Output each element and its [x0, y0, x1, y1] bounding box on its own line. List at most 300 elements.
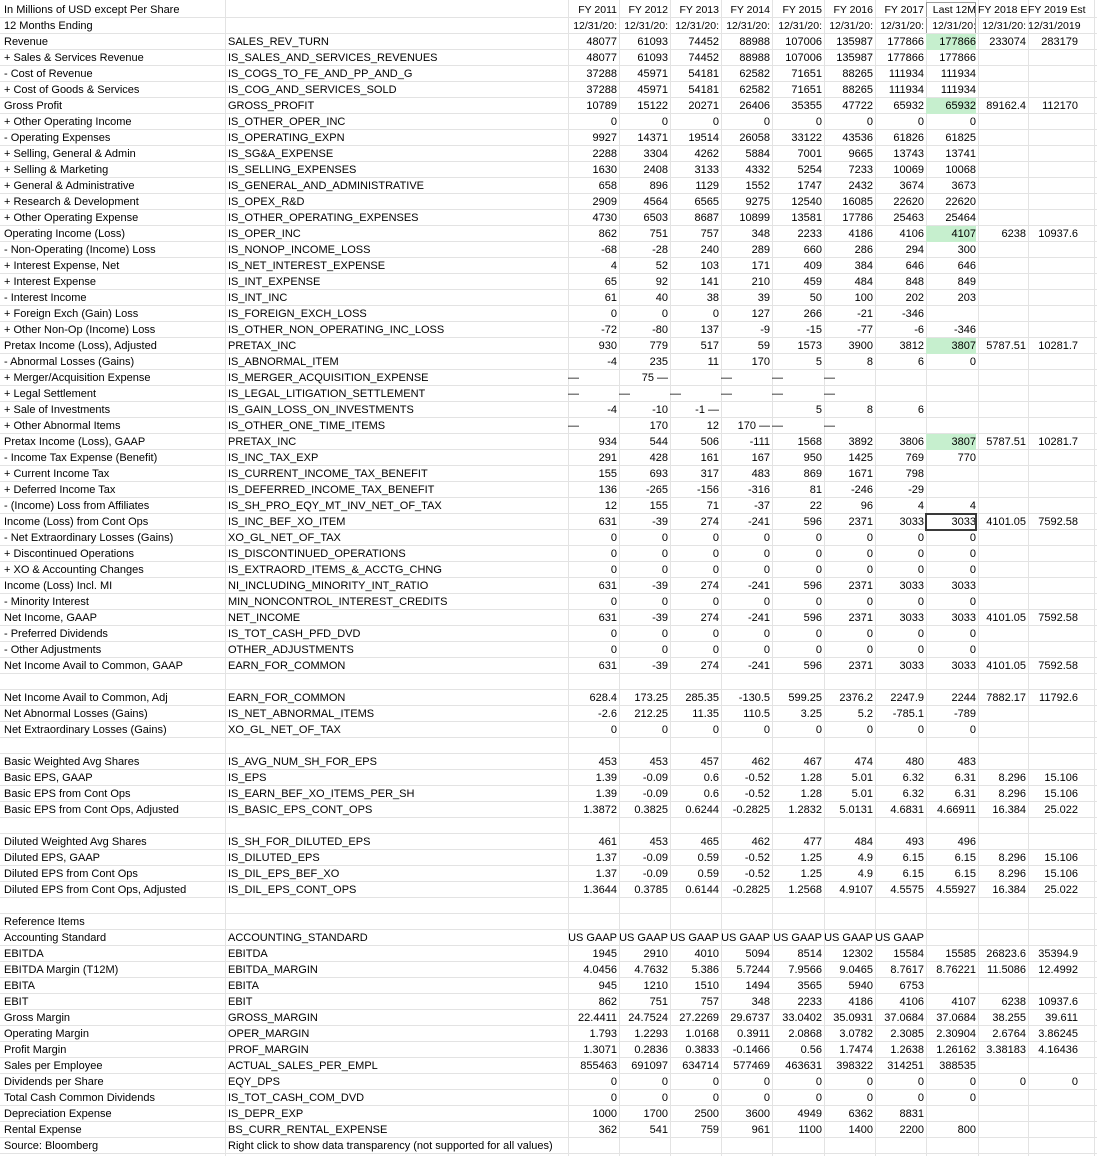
- row-label[interactable]: - Income Tax Expense (Benefit): [4, 452, 158, 464]
- value-cell[interactable]: 37.0684: [936, 1012, 976, 1024]
- value-cell[interactable]: 45971: [637, 84, 668, 96]
- row-label[interactable]: Rental Expense: [4, 1124, 82, 1136]
- value-cell[interactable]: 1.3644: [583, 884, 617, 896]
- row-label[interactable]: Profit Margin: [4, 1044, 67, 1056]
- field-mnemonic[interactable]: IS_EARN_BEF_XO_ITEMS_PER_SH: [228, 788, 415, 800]
- value-cell[interactable]: 12302: [842, 948, 873, 960]
- value-cell[interactable]: -246: [850, 484, 873, 496]
- value-cell[interactable]: 693: [649, 468, 668, 480]
- field-mnemonic[interactable]: IS_BASIC_EPS_CONT_OPS: [228, 804, 373, 816]
- value-cell[interactable]: 1210: [643, 980, 668, 992]
- value-cell[interactable]: 0: [661, 564, 668, 576]
- value-cell[interactable]: 0: [917, 532, 924, 544]
- value-cell[interactable]: 1.2638: [890, 1044, 924, 1056]
- value-cell[interactable]: 0: [763, 628, 770, 640]
- field-mnemonic[interactable]: PRETAX_INC: [228, 436, 297, 448]
- value-cell[interactable]: 10899: [739, 212, 770, 224]
- value-cell[interactable]: -4: [607, 356, 617, 368]
- value-cell[interactable]: 2371: [848, 612, 873, 624]
- value-cell[interactable]: 3033: [899, 660, 924, 672]
- value-cell[interactable]: 4730: [592, 212, 617, 224]
- value-cell[interactable]: 0: [661, 308, 668, 320]
- value-cell[interactable]: US GAAP: [773, 932, 822, 944]
- value-cell[interactable]: 0: [712, 564, 719, 576]
- value-cell[interactable]: 6565: [694, 196, 719, 208]
- value-cell[interactable]: 493: [905, 836, 924, 848]
- value-cell[interactable]: 111934: [888, 84, 924, 96]
- field-mnemonic[interactable]: ACCOUNTING_STANDARD: [228, 932, 368, 944]
- value-cell[interactable]: 0: [610, 548, 617, 560]
- value-cell[interactable]: 8.7617: [890, 964, 924, 976]
- value-cell[interactable]: 48077: [586, 52, 617, 64]
- value-cell[interactable]: 4186: [848, 996, 873, 1008]
- value-cell[interactable]: 1630: [592, 164, 617, 176]
- value-cell[interactable]: 1.28: [800, 788, 822, 800]
- field-mnemonic[interactable]: IS_OTHER_OPERATING_EXPENSES: [228, 212, 419, 224]
- value-cell[interactable]: -2.6: [598, 708, 617, 720]
- value-cell[interactable]: 1.25: [800, 868, 822, 880]
- value-cell[interactable]: 0: [610, 532, 617, 544]
- field-mnemonic[interactable]: IS_DIL_EPS_BEF_XO: [228, 868, 340, 880]
- value-cell[interactable]: 6238: [1001, 228, 1026, 240]
- value-cell[interactable]: 4101.05: [986, 612, 1026, 624]
- value-cell[interactable]: 0: [610, 628, 617, 640]
- value-cell[interactable]: 0: [610, 1092, 617, 1104]
- field-mnemonic[interactable]: IS_GAIN_LOSS_ON_INVESTMENTS: [228, 404, 414, 416]
- field-mnemonic[interactable]: EARN_FOR_COMMON: [228, 660, 346, 672]
- value-cell[interactable]: 3033: [926, 514, 976, 530]
- row-label[interactable]: Operating Margin: [4, 1028, 89, 1040]
- value-cell[interactable]: 3812: [899, 340, 924, 352]
- value-cell[interactable]: 1.26162: [936, 1044, 976, 1056]
- value-cell[interactable]: 75 —: [641, 372, 668, 384]
- value-cell[interactable]: 4.9107: [839, 884, 873, 896]
- value-cell[interactable]: 0: [712, 548, 719, 560]
- row-label[interactable]: + Selling, General & Admin: [4, 148, 136, 160]
- row-label[interactable]: Revenue: [4, 36, 49, 48]
- value-cell[interactable]: 3033: [951, 660, 976, 672]
- value-cell[interactable]: 0: [712, 724, 719, 736]
- value-cell[interactable]: 453: [598, 756, 617, 768]
- value-cell[interactable]: 0: [661, 116, 668, 128]
- value-cell[interactable]: -39: [652, 516, 668, 528]
- field-mnemonic[interactable]: Right click to show data transparency (not supported for all values): [228, 1140, 553, 1152]
- value-cell[interactable]: 27.2269: [679, 1012, 719, 1024]
- value-cell[interactable]: 6.15: [902, 868, 924, 880]
- value-cell[interactable]: 0: [763, 724, 770, 736]
- value-cell[interactable]: 596: [803, 660, 822, 672]
- value-cell[interactable]: 274: [700, 516, 719, 528]
- value-cell[interactable]: -0.09: [642, 868, 668, 880]
- value-cell[interactable]: 111934: [940, 68, 976, 80]
- value-cell[interactable]: 5940: [848, 980, 873, 992]
- value-cell[interactable]: 800: [957, 1124, 976, 1136]
- value-cell[interactable]: 10069: [893, 164, 924, 176]
- value-cell[interactable]: 65: [604, 276, 617, 288]
- value-cell[interactable]: 474: [854, 756, 873, 768]
- value-cell[interactable]: —: [772, 372, 783, 384]
- row-label[interactable]: + Cost of Goods & Services: [4, 84, 140, 96]
- value-cell[interactable]: 646: [905, 260, 924, 272]
- value-cell[interactable]: 9665: [848, 148, 873, 160]
- value-cell[interactable]: 769: [905, 452, 924, 464]
- value-cell[interactable]: 88265: [842, 84, 873, 96]
- value-cell[interactable]: 0: [815, 724, 822, 736]
- value-cell[interactable]: 5094: [745, 948, 770, 960]
- value-cell[interactable]: 0: [866, 564, 873, 576]
- value-cell[interactable]: 8: [866, 356, 873, 368]
- value-cell[interactable]: 0: [763, 548, 770, 560]
- value-cell[interactable]: 577469: [733, 1060, 770, 1072]
- value-cell[interactable]: 2244: [951, 692, 976, 704]
- row-label[interactable]: - Minority Interest: [4, 596, 89, 608]
- value-cell[interactable]: 3033: [899, 516, 924, 528]
- row-label[interactable]: - Non-Operating (Income) Loss: [4, 244, 156, 256]
- value-cell[interactable]: 631: [598, 660, 617, 672]
- value-cell[interactable]: 0: [917, 564, 924, 576]
- value-cell[interactable]: 12.4992: [1038, 964, 1078, 976]
- value-cell[interactable]: 3900: [848, 340, 873, 352]
- value-cell[interactable]: 1.3872: [583, 804, 617, 816]
- value-cell[interactable]: 3565: [797, 980, 822, 992]
- value-cell[interactable]: 4.7632: [634, 964, 668, 976]
- value-cell[interactable]: 13581: [791, 212, 822, 224]
- value-cell[interactable]: 0.59: [697, 868, 719, 880]
- row-label[interactable]: + Sale of Investments: [4, 404, 111, 416]
- value-cell[interactable]: 0: [610, 724, 617, 736]
- value-cell[interactable]: 483: [957, 756, 976, 768]
- value-cell[interactable]: -39: [652, 612, 668, 624]
- value-cell[interactable]: 1.37: [595, 868, 617, 880]
- value-cell[interactable]: 1945: [592, 948, 617, 960]
- value-cell[interactable]: 496: [957, 836, 976, 848]
- value-cell[interactable]: 0: [712, 628, 719, 640]
- value-cell[interactable]: 202: [905, 292, 924, 304]
- value-cell[interactable]: 0: [610, 564, 617, 576]
- field-mnemonic[interactable]: IS_SH_FOR_DILUTED_EPS: [228, 836, 371, 848]
- field-mnemonic[interactable]: IS_INC_BEF_XO_ITEM: [228, 516, 346, 528]
- value-cell[interactable]: 3.0782: [839, 1028, 873, 1040]
- value-cell[interactable]: -29: [908, 484, 924, 496]
- value-cell[interactable]: 4.16436: [1038, 1044, 1078, 1056]
- field-mnemonic[interactable]: OPER_MARGIN: [228, 1028, 310, 1040]
- value-cell[interactable]: 6753: [899, 980, 924, 992]
- value-cell[interactable]: -346: [953, 324, 976, 336]
- value-cell[interactable]: 33122: [791, 132, 822, 144]
- value-cell[interactable]: 0: [661, 532, 668, 544]
- value-cell[interactable]: 1.37: [595, 852, 617, 864]
- value-cell[interactable]: 0: [661, 548, 668, 560]
- value-cell[interactable]: 81: [809, 484, 822, 496]
- value-cell[interactable]: 92: [655, 276, 668, 288]
- value-cell[interactable]: 1400: [848, 1124, 873, 1136]
- value-cell[interactable]: 0: [866, 116, 873, 128]
- value-cell[interactable]: 62582: [739, 84, 770, 96]
- value-cell[interactable]: 484: [854, 836, 873, 848]
- value-cell[interactable]: 61093: [637, 52, 668, 64]
- value-cell[interactable]: 317: [700, 468, 719, 480]
- value-cell[interactable]: 0: [815, 548, 822, 560]
- value-cell[interactable]: 2432: [848, 180, 873, 192]
- value-cell[interactable]: 52: [655, 260, 668, 272]
- value-cell[interactable]: 2376.2: [839, 692, 873, 704]
- value-cell[interactable]: US GAAP: [568, 932, 617, 944]
- value-cell[interactable]: 6.32: [902, 788, 924, 800]
- value-cell[interactable]: 74452: [688, 36, 719, 48]
- value-cell[interactable]: 12: [604, 500, 617, 512]
- value-cell[interactable]: 3806: [899, 436, 924, 448]
- value-cell[interactable]: 177866: [939, 52, 976, 64]
- field-mnemonic[interactable]: IS_COG_AND_SERVICES_SOLD: [228, 84, 397, 96]
- value-cell[interactable]: 477: [803, 836, 822, 848]
- value-cell[interactable]: 779: [649, 340, 668, 352]
- field-mnemonic[interactable]: XO_GL_NET_OF_TAX: [228, 532, 341, 544]
- value-cell[interactable]: 506: [700, 436, 719, 448]
- value-cell[interactable]: 11.35: [692, 708, 719, 720]
- value-cell[interactable]: 136: [598, 484, 617, 496]
- value-cell[interactable]: 88988: [739, 52, 770, 64]
- value-cell[interactable]: 0: [969, 532, 976, 544]
- value-cell[interactable]: 0: [712, 116, 719, 128]
- value-cell[interactable]: 7882.17: [986, 692, 1026, 704]
- field-mnemonic[interactable]: IS_TOT_CASH_COM_DVD: [228, 1092, 365, 1104]
- field-mnemonic[interactable]: IS_EXTRAORD_ITEMS_&_ACCTG_CHNG: [228, 564, 442, 576]
- value-cell[interactable]: 2371: [848, 660, 873, 672]
- value-cell[interactable]: US GAAP: [619, 932, 668, 944]
- field-mnemonic[interactable]: IS_NET_ABNORMAL_ITEMS: [228, 708, 375, 720]
- value-cell[interactable]: -28: [652, 244, 668, 256]
- value-cell[interactable]: 0: [763, 564, 770, 576]
- value-cell[interactable]: 45971: [637, 68, 668, 80]
- value-cell[interactable]: 89162.4: [986, 100, 1026, 112]
- value-cell[interactable]: 950: [803, 452, 822, 464]
- value-cell[interactable]: 103: [700, 260, 719, 272]
- header-year-cell[interactable]: FY 2013: [679, 4, 719, 16]
- value-cell[interactable]: 0: [815, 596, 822, 608]
- field-mnemonic[interactable]: IS_DILUTED_EPS: [228, 852, 320, 864]
- field-mnemonic[interactable]: SALES_REV_TURN: [228, 36, 329, 48]
- value-cell[interactable]: 896: [649, 180, 668, 192]
- value-cell[interactable]: 0: [866, 1076, 873, 1088]
- value-cell[interactable]: 25.022: [1044, 884, 1078, 896]
- value-cell[interactable]: 4332: [745, 164, 770, 176]
- field-mnemonic[interactable]: EBITDA: [228, 948, 268, 960]
- value-cell[interactable]: 596: [803, 612, 822, 624]
- field-mnemonic[interactable]: IS_SELLING_EXPENSES: [228, 164, 357, 176]
- row-label[interactable]: 12 Months Ending: [4, 20, 93, 32]
- value-cell[interactable]: 1510: [694, 980, 719, 992]
- value-cell[interactable]: 1100: [798, 1124, 822, 1136]
- value-cell[interactable]: 759: [700, 1124, 719, 1136]
- value-cell[interactable]: 1568: [797, 436, 822, 448]
- value-cell[interactable]: -111: [749, 436, 770, 448]
- field-mnemonic[interactable]: IS_OPEX_R&D: [228, 196, 305, 208]
- value-cell[interactable]: 0: [661, 628, 668, 640]
- value-cell[interactable]: 54181: [688, 68, 719, 80]
- value-cell[interactable]: 5: [815, 356, 822, 368]
- value-cell[interactable]: 428: [649, 452, 668, 464]
- value-cell[interactable]: 544: [649, 436, 668, 448]
- row-label[interactable]: + XO & Accounting Changes: [4, 564, 144, 576]
- row-label[interactable]: Net Extraordinary Losses (Gains): [4, 724, 167, 736]
- value-cell[interactable]: -241: [747, 660, 770, 672]
- value-cell[interactable]: 6.15: [954, 868, 976, 880]
- value-cell[interactable]: 15585: [945, 948, 976, 960]
- value-cell[interactable]: 19514: [688, 132, 719, 144]
- value-cell[interactable]: 0: [712, 532, 719, 544]
- value-cell[interactable]: 286: [854, 244, 873, 256]
- value-cell[interactable]: 3807: [926, 434, 976, 450]
- value-cell[interactable]: 10937.6: [1038, 996, 1078, 1008]
- header-year-cell[interactable]: FY 2017: [884, 4, 924, 16]
- value-cell[interactable]: 10937.6: [1038, 228, 1078, 240]
- value-cell[interactable]: 757: [700, 996, 719, 1008]
- value-cell[interactable]: 384: [854, 260, 873, 272]
- value-cell[interactable]: 3133: [694, 164, 719, 176]
- value-cell[interactable]: 8.296: [998, 852, 1026, 864]
- value-cell[interactable]: US GAAP: [824, 932, 873, 944]
- row-label[interactable]: Income (Loss) from Cont Ops: [4, 516, 149, 528]
- value-cell[interactable]: 3304: [643, 148, 668, 160]
- value-cell[interactable]: 2233: [797, 996, 822, 1008]
- value-cell[interactable]: 24.7524: [628, 1012, 668, 1024]
- value-cell[interactable]: 5.386: [691, 964, 719, 976]
- value-cell[interactable]: -0.52: [744, 788, 770, 800]
- value-cell[interactable]: 10068: [945, 164, 976, 176]
- value-cell[interactable]: 74452: [688, 52, 719, 64]
- value-cell[interactable]: 61093: [637, 36, 668, 48]
- value-cell[interactable]: 3033: [899, 580, 924, 592]
- value-cell[interactable]: 6362: [848, 1108, 873, 1120]
- value-cell[interactable]: 0: [610, 308, 617, 320]
- value-cell[interactable]: 0: [815, 564, 822, 576]
- value-cell[interactable]: 12540: [791, 196, 822, 208]
- value-cell[interactable]: 596: [803, 516, 822, 528]
- value-cell[interactable]: 2288: [592, 148, 617, 160]
- row-label[interactable]: Basic Weighted Avg Shares: [4, 756, 140, 768]
- value-cell[interactable]: 4107: [926, 226, 976, 242]
- value-cell[interactable]: 8514: [797, 948, 822, 960]
- value-cell[interactable]: 5.01: [851, 788, 873, 800]
- value-cell[interactable]: 0.3825: [634, 804, 668, 816]
- value-cell[interactable]: -241: [747, 580, 770, 592]
- value-cell[interactable]: 15.106: [1044, 788, 1078, 800]
- field-mnemonic[interactable]: IS_CURRENT_INCOME_TAX_BENEFIT: [228, 468, 428, 480]
- value-cell[interactable]: 203: [957, 292, 976, 304]
- value-cell[interactable]: 0.56: [800, 1044, 822, 1056]
- value-cell[interactable]: 5: [815, 404, 822, 416]
- field-mnemonic[interactable]: IS_AVG_NUM_SH_FOR_EPS: [228, 756, 377, 768]
- value-cell[interactable]: 0: [917, 548, 924, 560]
- value-cell[interactable]: 1.2832: [788, 804, 822, 816]
- field-mnemonic[interactable]: EBITA: [228, 980, 259, 992]
- field-mnemonic[interactable]: EBIT: [228, 996, 253, 1008]
- value-cell[interactable]: 1.2568: [788, 884, 822, 896]
- field-mnemonic[interactable]: IS_DEFERRED_INCOME_TAX_BENEFIT: [228, 484, 435, 496]
- value-cell[interactable]: 4: [917, 500, 924, 512]
- row-label[interactable]: Net Income, GAAP: [4, 612, 97, 624]
- value-cell[interactable]: 1.793: [589, 1028, 617, 1040]
- value-cell[interactable]: 0: [969, 356, 976, 368]
- value-cell[interactable]: 4186: [848, 228, 873, 240]
- value-cell[interactable]: 11: [707, 356, 719, 368]
- value-cell[interactable]: 4106: [899, 228, 924, 240]
- row-label[interactable]: Basic EPS, GAAP: [4, 772, 93, 784]
- value-cell[interactable]: 8.296: [998, 772, 1026, 784]
- value-cell[interactable]: 3673: [951, 180, 976, 192]
- value-cell[interactable]: 453: [649, 836, 668, 848]
- field-mnemonic[interactable]: IS_OTHER_NON_OPERATING_INC_LOSS: [228, 324, 445, 336]
- row-label[interactable]: Gross Margin: [4, 1012, 71, 1024]
- value-cell[interactable]: 39.611: [1045, 1012, 1078, 1024]
- value-cell[interactable]: 1494: [745, 980, 770, 992]
- field-mnemonic[interactable]: IS_OTHER_OPER_INC: [228, 116, 346, 128]
- value-cell[interactable]: 2408: [643, 164, 668, 176]
- row-label[interactable]: Dividends per Share: [4, 1076, 104, 1088]
- value-cell[interactable]: 4.55927: [936, 884, 976, 896]
- value-cell[interactable]: 6.31: [954, 772, 976, 784]
- value-cell[interactable]: 266: [803, 308, 822, 320]
- value-cell[interactable]: 111934: [940, 84, 976, 96]
- value-cell[interactable]: 170: [751, 356, 770, 368]
- value-cell[interactable]: -68: [601, 244, 617, 256]
- value-cell[interactable]: 161: [700, 452, 719, 464]
- row-label[interactable]: Diluted Weighted Avg Shares: [4, 836, 147, 848]
- row-label[interactable]: + Research & Development: [4, 196, 139, 208]
- value-cell[interactable]: 170: [649, 420, 668, 432]
- value-cell[interactable]: 26823.6: [986, 948, 1026, 960]
- value-cell[interactable]: 26058: [739, 132, 770, 144]
- value-cell[interactable]: 110.5: [743, 708, 770, 720]
- row-label[interactable]: Depreciation Expense: [4, 1108, 112, 1120]
- value-cell[interactable]: -130.5: [738, 692, 770, 704]
- value-cell[interactable]: 0: [661, 1076, 668, 1088]
- field-mnemonic[interactable]: IS_TOT_CASH_PFD_DVD: [228, 628, 361, 640]
- value-cell[interactable]: 599.25: [788, 692, 822, 704]
- header-year-cell[interactable]: FY 2014: [730, 4, 770, 16]
- value-cell[interactable]: 5884: [745, 148, 770, 160]
- value-cell[interactable]: 0: [917, 1092, 924, 1104]
- value-cell[interactable]: 3807: [926, 338, 976, 354]
- value-cell[interactable]: 4.5575: [890, 884, 924, 896]
- value-cell[interactable]: 4949: [797, 1108, 822, 1120]
- header-year-cell[interactable]: FY 2016: [833, 4, 873, 16]
- value-cell[interactable]: 177866: [887, 52, 924, 64]
- value-cell[interactable]: 4.9: [857, 852, 873, 864]
- row-label[interactable]: Pretax Income (Loss), Adjusted: [4, 340, 157, 352]
- row-label[interactable]: Diluted EPS, GAAP: [4, 852, 100, 864]
- value-cell[interactable]: -241: [747, 516, 770, 528]
- value-cell[interactable]: 461: [598, 836, 617, 848]
- value-cell[interactable]: 1129: [695, 180, 719, 192]
- value-cell[interactable]: 35355: [791, 100, 822, 112]
- value-cell[interactable]: 631: [598, 516, 617, 528]
- value-cell[interactable]: 40: [655, 292, 668, 304]
- value-cell[interactable]: 0.3785: [634, 884, 668, 896]
- value-cell[interactable]: 0: [866, 628, 873, 640]
- value-cell[interactable]: US GAAP: [670, 932, 719, 944]
- header-date-cell[interactable]: 12/31/20:: [675, 20, 719, 32]
- value-cell[interactable]: 37288: [586, 84, 617, 96]
- value-cell[interactable]: 0: [763, 116, 770, 128]
- value-cell[interactable]: 0: [917, 116, 924, 128]
- value-cell[interactable]: 1.0168: [685, 1028, 719, 1040]
- value-cell[interactable]: 15.106: [1044, 852, 1078, 864]
- value-cell[interactable]: 0: [969, 724, 976, 736]
- value-cell[interactable]: 62582: [739, 68, 770, 80]
- value-cell[interactable]: 0: [815, 1092, 822, 1104]
- value-cell[interactable]: 22620: [945, 196, 976, 208]
